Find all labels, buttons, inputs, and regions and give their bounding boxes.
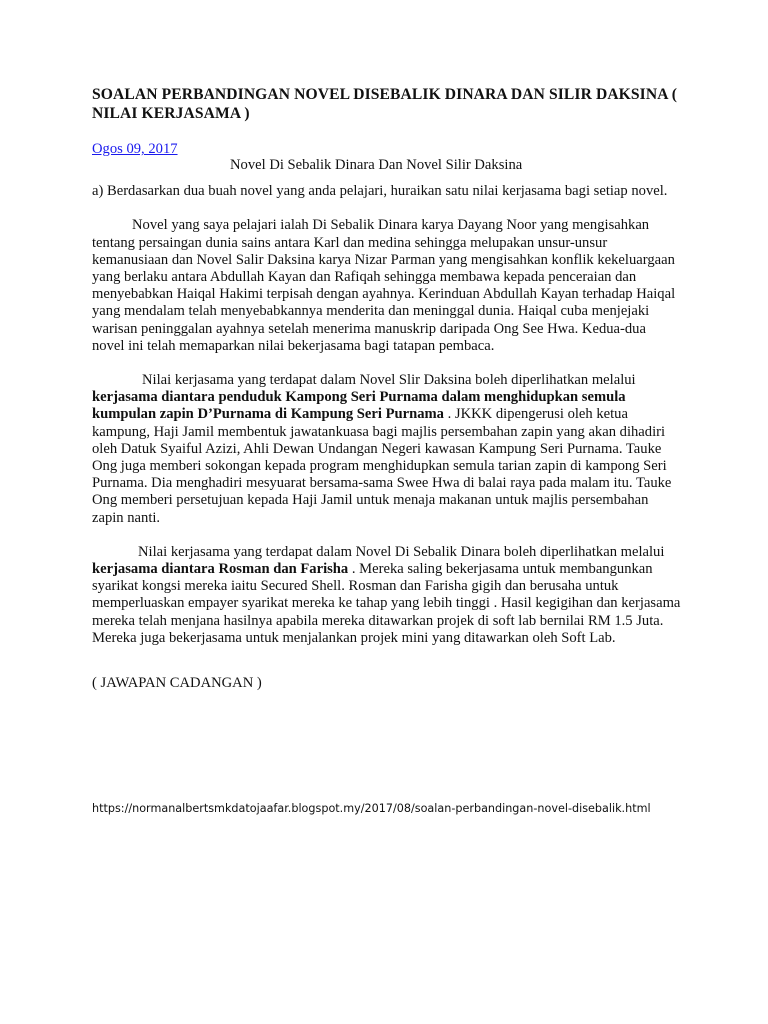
source-url: https://normanalbertsmkdatojaafar.blogspot.my/2017/08/soalan-perbandingan-novel-disebalik.html	[92, 802, 651, 815]
paragraph-intro: Novel yang saya pelajari ialah Di Sebalik Dinara karya Dayang Noor yang mengisahkan tentang persaingan dunia sains antara Karl dan medina sehingga melupakan unsur-unsur kemanusiaan dan Novel Salir Daksina karya Nizar Parman yang mengisahkan konflik kekeluargaan yang berlaku antara Abdullah Kayan dan Rafiqah sehingga membawa kepada penceraian dan menyebabkan Haiqal Hakimi terpisah dengan ayahnya. Kerinduan Abdullah Kayan terhadap Haiqal yang mendalam telah menyebabkannya menderita dan meninggal dunia. Haiqal cuba menjejaki warisan peninggalan ayahnya setelah menerima manuskrip daripada Ong See Hwa. Kedua-dua novel ini telah memaparkan nilai bekerjasama bagi tatapan pembaca.	[92, 217, 676, 354]
paragraph-silir-bold: kerjasama diantara penduduk Kampong Seri Purnama dalam menghidupkan semula kumpulan zapin D’Purnama di Kampung Seri Purnama	[92, 389, 626, 423]
document-title: SOALAN PERBANDINGAN NOVEL DISEBALIK DINARA DAN SILIR DAKSINA ( NILAI KERJASAMA )	[92, 86, 678, 122]
paragraph-silir-lead: Nilai kerjasama yang terdapat dalam Novel Slir Daksina boleh diperlihatkan melalui	[142, 372, 636, 389]
paragraph-silir-daksina	[92, 372, 682, 527]
paragraph-silir-rest: . JKKK dipengerusi oleh ketua kampung, Haji Jamil membentuk jawatankuasa bagi majlis persembahan zapin yang akan dihadiri oleh Datuk Syaiful Azizi, Ahli Dewan Undangan Negeri kawasan Kampung Seri Purnama. Tauke Ong juga memberi sokongan kepada program menghidupkan semula tarian zapin di kampong Seri Purnama. Dia menghadiri mesyuarat bersama-sama Swee Hwa di balai raya pada malam itu. Tauke Ong memberi persetujuan kepada Haji Jamil untuk menaja makanan untuk majlis persembahan zapin nanti.	[92, 406, 672, 526]
paragraph-dinara-bold: kerjasama diantara Rosman dan Farisha	[92, 561, 349, 578]
paragraph-sebalik-dinara	[92, 544, 682, 647]
paragraph-dinara-lead: Nilai kerjasama yang terdapat dalam Novel Di Sebalik Dinara boleh diperlihatkan melalui	[138, 543, 665, 560]
document-body	[92, 86, 682, 709]
date-row	[92, 141, 682, 174]
post-date-link[interactable]: Ogos 09, 2017	[92, 141, 178, 158]
document-subtitle: Novel Di Sebalik Dinara Dan Novel Silir Daksina	[230, 157, 523, 174]
question-text: a) Berdasarkan dua buah novel yang anda pelajari, huraikan satu nilai kerjasama bagi setiap novel.	[92, 183, 668, 200]
paragraph-dinara-rest: . Mereka saling bekerjasama untuk membangunkan syarikat kongsi mereka iaitu Secured Shell. Rosman dan Farisha gigih dan berusaha untuk memperluaskan empayer syarikat mereka ke tahap yang lebih tinggi . Hasil kegigihan dan kerjasama mereka telah menjana hasilnya apabila mereka ditawarkan projek di soft lab bernilai RM 1.5 Juta. Mereka juga bekerjasama untuk menjalankan projek mini yang ditawarkan oleh Soft Lab.	[92, 561, 681, 646]
closing-note: ( JAWAPAN CADANGAN )	[92, 675, 262, 692]
